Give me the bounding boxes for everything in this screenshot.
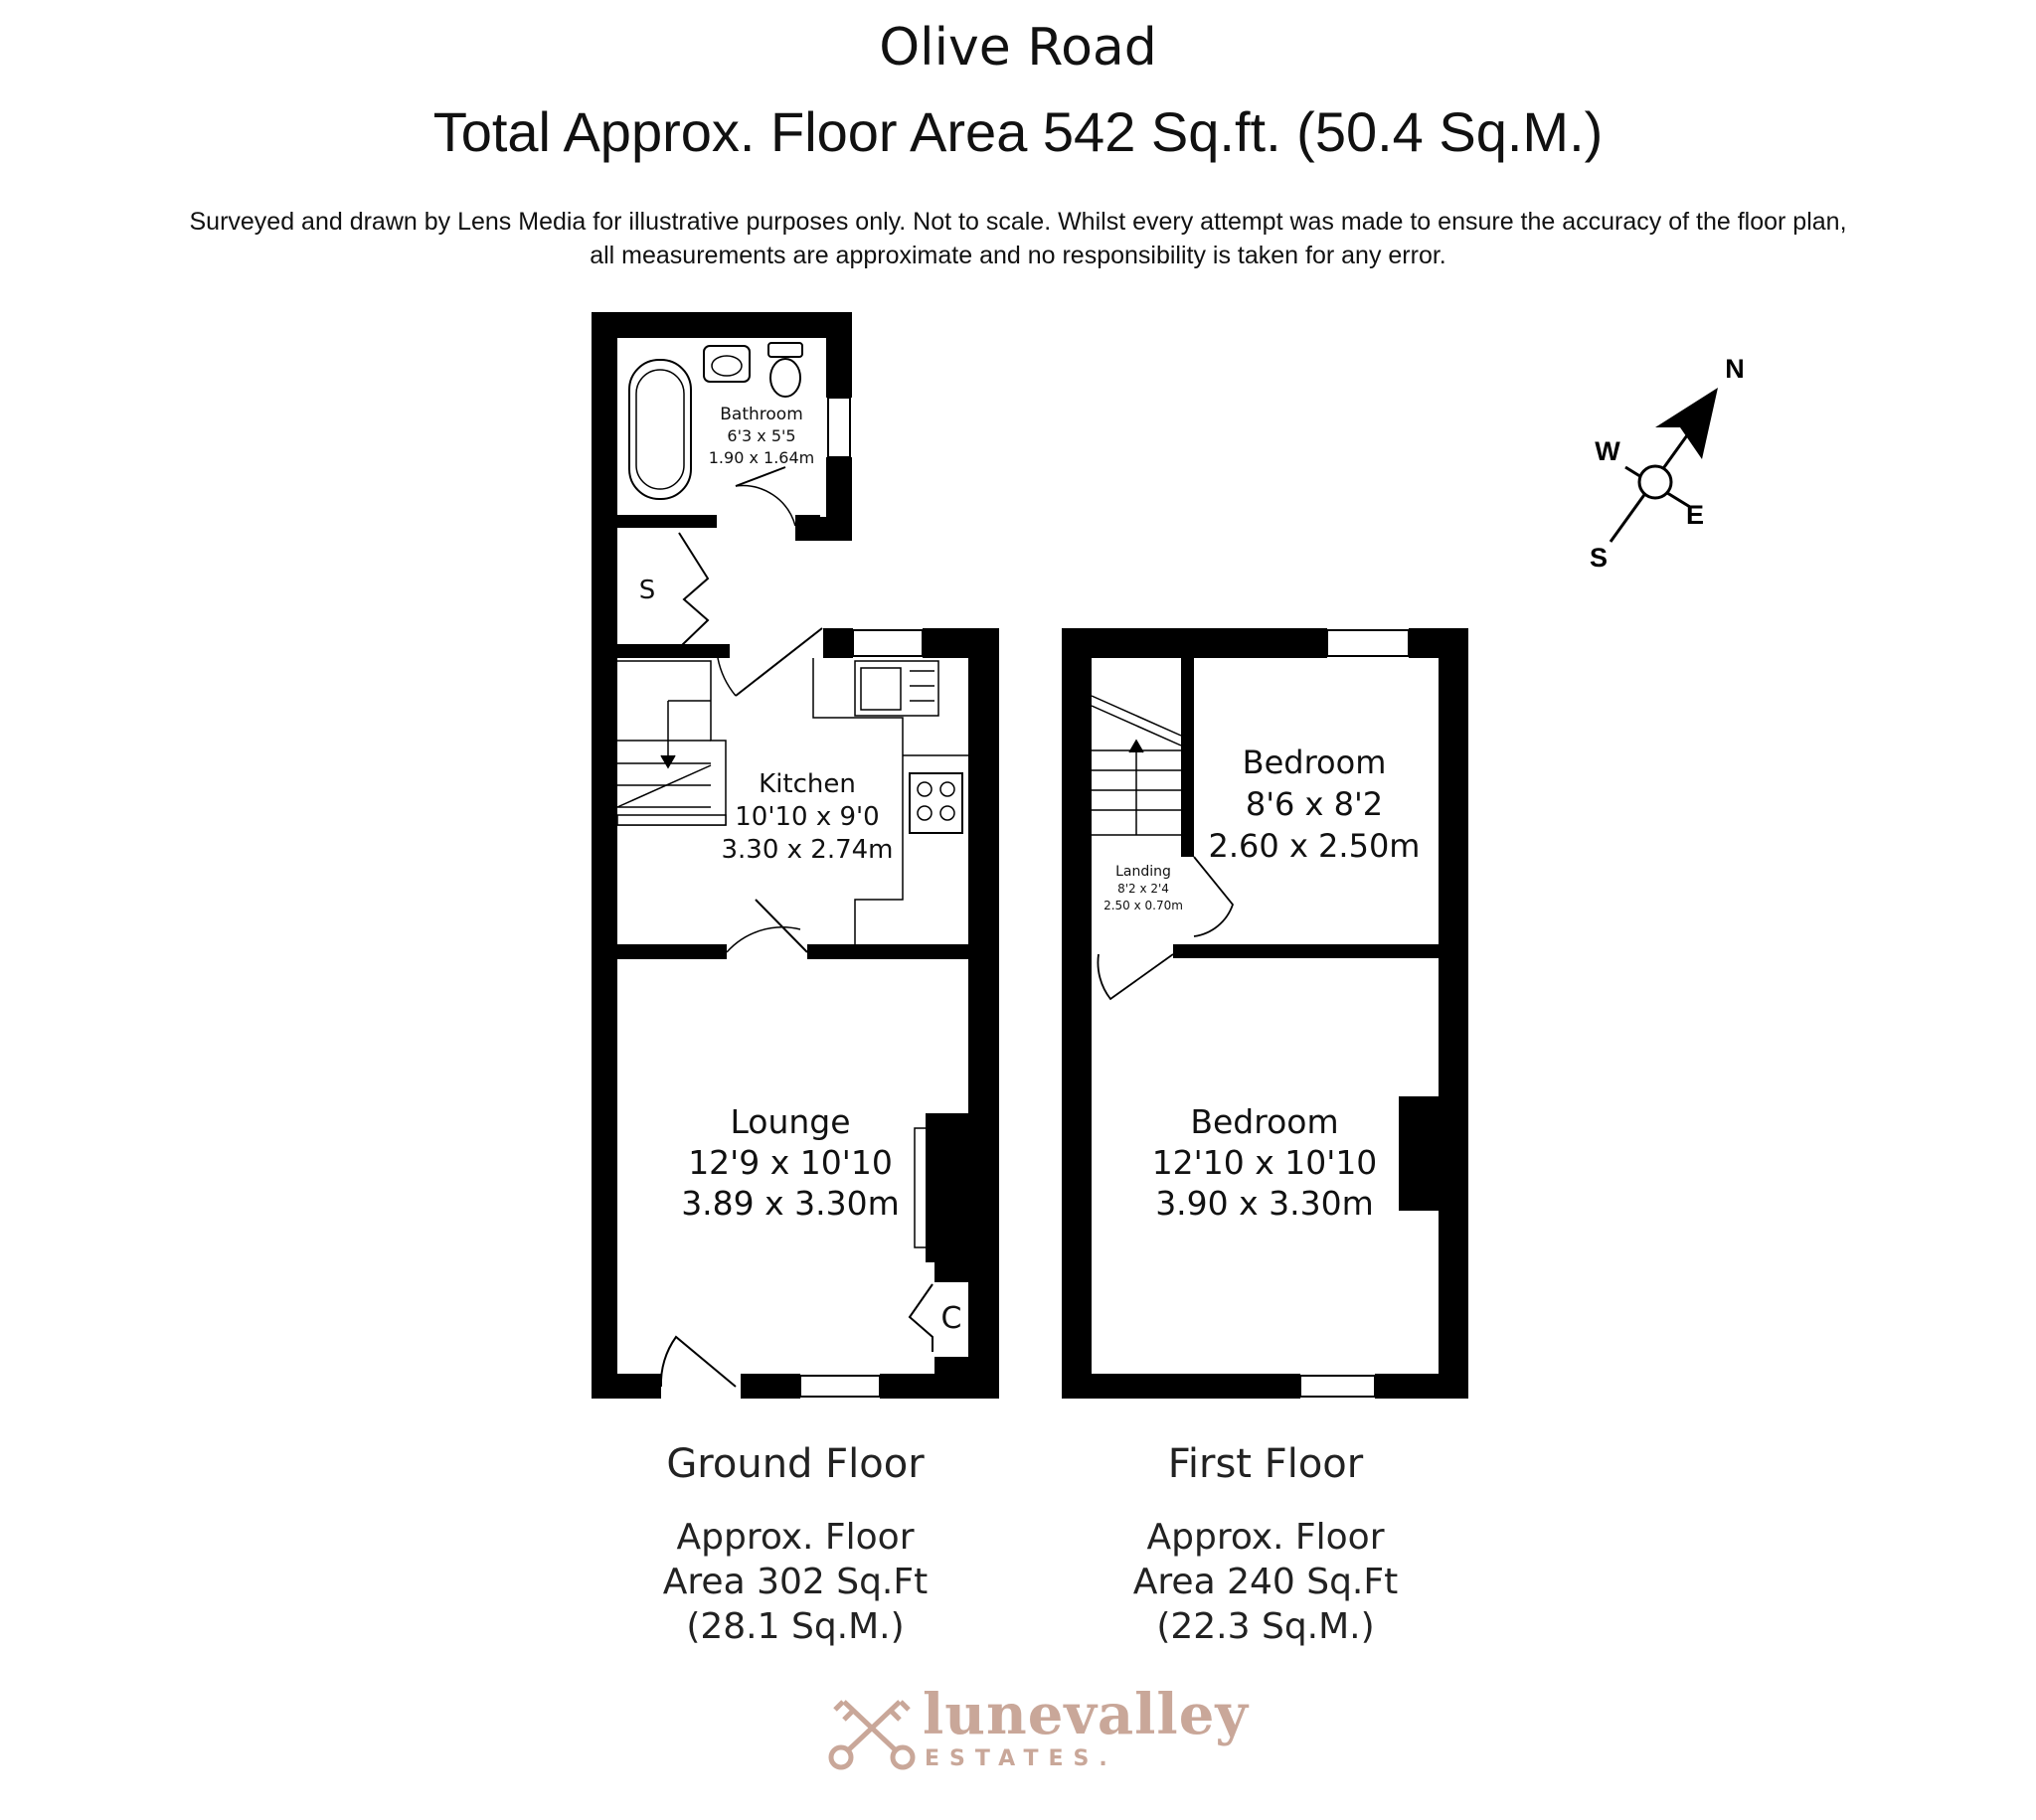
- bedroom-large-metric: 3.90 x 3.30m: [1155, 1184, 1374, 1223]
- bedroom-small-imperial: 8'6 x 8'2: [1245, 785, 1384, 823]
- bedroom-large-imperial: 12'10 x 10'10: [1151, 1143, 1378, 1182]
- first-floor-stairs: [1092, 696, 1181, 835]
- bedroom-small-name: Bedroom: [1242, 744, 1387, 781]
- ground-floor-label: [596, 1441, 994, 1649]
- compass-w: W: [1595, 436, 1620, 466]
- logo-wordmark: lunevalley: [923, 1682, 1249, 1747]
- ground-floor-area-line3: (28.1 Sq.M.): [686, 1606, 905, 1647]
- bedroom-small-metric: 2.60 x 2.50m: [1208, 827, 1421, 865]
- crossed-keys-logo-icon: [831, 1702, 913, 1767]
- bathroom-door-swing: [736, 486, 795, 526]
- kitchen-imperial: 10'10 x 9'0: [735, 802, 880, 832]
- cupboard-door: [910, 1284, 933, 1352]
- landing-metric: 2.50 x 0.70m: [1103, 899, 1183, 912]
- bathroom-name: Bathroom: [720, 405, 803, 424]
- ground-floor-windows: [800, 398, 923, 1397]
- landing-imperial: 8'2 x 2'4: [1117, 882, 1169, 896]
- lounge-name: Lounge: [730, 1102, 851, 1141]
- ground-floor-area-line1: Approx. Floor: [676, 1517, 915, 1558]
- disclaimer-line-2: all measurements are approximate and no responsibility is taken for any error.: [590, 242, 1446, 269]
- bathroom-metric: 1.90 x 1.64m: [708, 448, 815, 467]
- landing-name: Landing: [1115, 864, 1171, 880]
- compass-e: E: [1685, 500, 1705, 530]
- cupboard-label: C: [940, 1301, 962, 1336]
- first-floor-area-line2: Area 240 Sq.Ft: [1132, 1562, 1399, 1602]
- total-area-subtitle: Total Approx. Floor Area 542 Sq.ft. (50.4 Sq.M.): [432, 100, 1604, 163]
- bedroom-door-small: [1194, 857, 1233, 936]
- bedroom-large-name: Bedroom: [1190, 1102, 1339, 1141]
- fireplace-icon: [915, 1128, 926, 1247]
- first-floor-label: [1067, 1441, 1464, 1649]
- kitchen-name: Kitchen: [759, 769, 856, 799]
- kitchen-metric: 3.30 x 2.74m: [721, 835, 894, 865]
- plan-title: Olive Road: [879, 18, 1157, 78]
- first-floor-name: First Floor: [1167, 1441, 1364, 1487]
- disclaimer-line-1: Surveyed and drawn by Lens Media for illustrative purposes only. Not to scale. Whilst every attempt was made to ensure the accuracy of the floor plan,: [189, 208, 1847, 236]
- front-door: [661, 1337, 736, 1387]
- store-door: [679, 533, 708, 646]
- compass-s: S: [1589, 543, 1609, 573]
- hob-icon: [910, 773, 962, 833]
- logo-subtext: ESTATES.: [925, 1746, 1117, 1771]
- bedroom-door-large: [1098, 954, 1173, 999]
- bathroom-imperial: 6'3 x 5'5: [727, 426, 796, 445]
- ground-floor-area-line2: Area 302 Sq.Ft: [662, 1562, 929, 1602]
- compass-n: N: [1725, 354, 1745, 384]
- toilet-icon: [768, 343, 802, 357]
- first-floor-area-line1: Approx. Floor: [1146, 1517, 1385, 1558]
- lounge-imperial: 12'9 x 10'10: [688, 1143, 893, 1182]
- ground-floor-name: Ground Floor: [666, 1441, 925, 1487]
- compass-icon: [1590, 354, 1745, 573]
- bath-icon: [629, 360, 691, 499]
- first-floor-area-line3: (22.3 Sq.M.): [1156, 1606, 1375, 1647]
- store-label: S: [638, 576, 656, 605]
- ground-floor-stairs: [617, 661, 726, 825]
- lounge-metric: 3.89 x 3.30m: [681, 1184, 900, 1223]
